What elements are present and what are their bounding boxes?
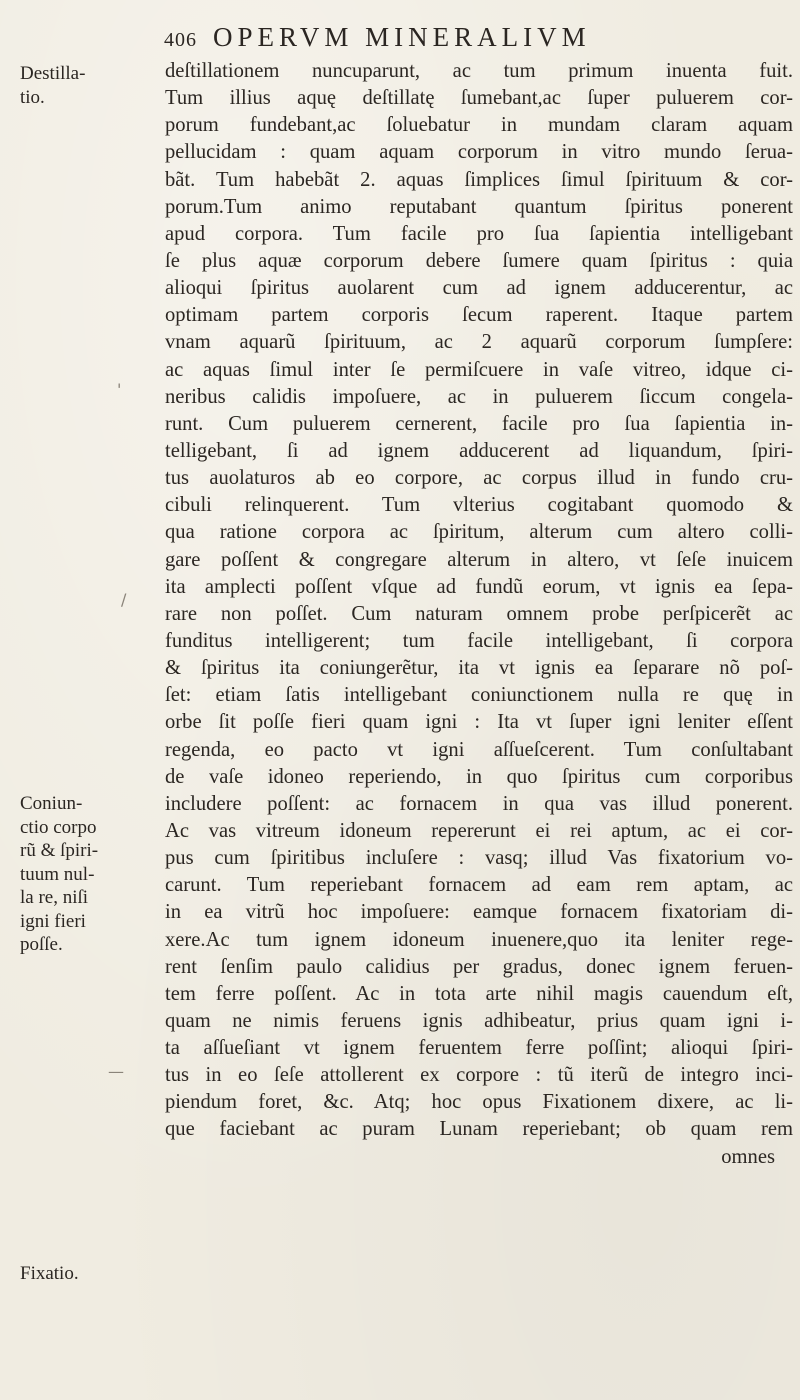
- text-line: runt. Cum puluerem cernerent, facile pro ſua ſapientia in-: [165, 412, 793, 435]
- text-line: funditus intelligerent; tum facile intelligebant, ſi corpora: [165, 629, 793, 652]
- text-line: includere poſſent: ac fornacem in qua vas illud ponerent.: [165, 792, 793, 815]
- margin-note-line: poſſe.: [20, 934, 63, 955]
- text-line: regenda, eo pacto vt igni aſſueſcerent. Tum conſultabant: [165, 738, 793, 761]
- text-line: gare poſſent & congregare alterum in altero, vt ſeſe inuicem: [165, 548, 793, 571]
- stray-mark: —: [108, 1062, 124, 1081]
- text-line: quam ne nimis feruens ignis adhibeatur, prius quam igni i-: [165, 1009, 793, 1032]
- margin-note-line: igni fieri: [20, 910, 86, 932]
- main-text-column: [165, 58, 793, 1171]
- text-line: cibuli relinquerent. Tum vlterius cogitabant quomodo &: [165, 494, 793, 517]
- text-line: omnes: [721, 1145, 775, 1168]
- text-line: neribus calidis impoſuere, ac in puluerem ſiccum congela-: [165, 385, 793, 408]
- text-line: in ea vitrũ hoc impoſuere: eamque fornacem fixatoriam di-: [165, 901, 793, 924]
- text-line: rare non poſſet. Cum naturam omnem probe perſpicerẽt ac: [165, 602, 793, 625]
- text-line: orbe ſit poſſe fieri quam igni : Ita vt ſuper igni leniter eſſent: [165, 711, 793, 734]
- text-line: qua ratione corpora ac ſpiritum, alterum cum altero colli-: [165, 521, 793, 544]
- margin-note-line: Fixatio.: [20, 1263, 79, 1284]
- margin-note-line: tio.: [20, 86, 45, 108]
- text-line: carunt. Tum reperiebant fornacem ad eam rem aptam, ac: [165, 874, 793, 897]
- text-line: porum.Tum animo reputabant quantum ſpiritus ponerent: [165, 195, 793, 218]
- stray-mark: /: [121, 590, 127, 609]
- text-line: ac aquas ſimul inter ſe permiſcuere in vaſe vitreo, idque ci-: [165, 358, 793, 381]
- margin-note-destillatio: [20, 62, 140, 109]
- margin-note-line: Coniun-: [20, 793, 83, 814]
- text-line: pellucidam : quam aquam corporum in vitro mundo ſerua-: [165, 141, 793, 164]
- running-title: OPERVM MINERALIVM: [213, 22, 591, 52]
- text-line: ita amplecti poſſent vſque ad fundũ eorum, vt ignis ea ſepa-: [165, 575, 793, 598]
- running-head: [164, 22, 724, 56]
- margin-note-line: Destilla-: [20, 63, 86, 84]
- margin-note-line: rũ & ſpiri-: [20, 840, 99, 861]
- text-line: xere.Ac tum ignem idoneum inuenere,quo ita leniter rege-: [165, 928, 793, 951]
- margin-note-fixatio: [20, 1262, 140, 1286]
- text-line: vnam aquarũ ſpirituum, ac 2 aquarũ corporum ſumpſere:: [165, 331, 793, 354]
- text-line: de vaſe idoneo reperiendo, in quo ſpiritus cum corporibus: [165, 765, 793, 788]
- text-line: porum fundebant,ac ſoluebatur in mundam claram aquam: [165, 114, 793, 137]
- text-line: piendum foret, &c. Atq; hoc opus Fixationem dixere, ac li-: [165, 1091, 793, 1114]
- text-line: telligebant, ſi ad ignem adducerent ad liquandum, ſpiri-: [165, 439, 793, 462]
- text-line: optimam partem corporis ſecum raperent. Itaque partem: [165, 304, 793, 327]
- text-line: deſtillationem nuncuparunt, ac tum primum inuenta fuit.: [165, 60, 793, 82]
- margin-note-line: tuum nul-: [20, 863, 95, 885]
- text-line: tem ferre poſſent. Ac in tota arte nihil magis cauendum eſt,: [165, 982, 793, 1005]
- text-line: Ac vas vitreum idoneum repererunt ei rei aptum, ac ei cor-: [165, 819, 793, 842]
- text-line: Tum illius aquę deſtillatę ſumebant,ac ſuper puluerem cor-: [165, 87, 793, 110]
- text-line: bãt. Tum habebãt 2. aquas ſimplices ſimul ſpirituum & cor-: [165, 168, 793, 191]
- text-line: pus cum ſpiritibus incluſere : vasq; illud Vas fixatorium vo-: [165, 847, 793, 870]
- page-number: 406: [164, 29, 197, 51]
- text-line: apud corpora. Tum facile pro ſua ſapientia intelligebant: [165, 222, 793, 245]
- text-line: tus auolaturos ab eo corpore, ac corpus illud in fundo cru-: [165, 467, 793, 490]
- text-line: tus in eo ſeſe attollerent ex corpore : tũ iterũ de integro inci-: [165, 1064, 793, 1087]
- stray-mark: ': [117, 380, 122, 399]
- text-line: ſe plus aquæ corporum debere ſumere quam ſpiritus : quia: [165, 249, 793, 272]
- text-line: alioqui ſpiritus auolarent cum ad ignem adducerentur, ac: [165, 277, 793, 300]
- text-line: & ſpiritus ita coniungerẽtur, ita vt ignis ea ſeparare nõ poſ-: [165, 657, 793, 680]
- text-line: rent ſenſim paulo calidius per gradus, donec ignem feruen-: [165, 955, 793, 978]
- text-line: ta aſſueſiant vt ignem feruentem ferre poſſint; alioqui ſpiri-: [165, 1037, 793, 1060]
- margin-note-line: ctio corpo: [20, 816, 97, 838]
- text-line: ſet: etiam ſatis intelligebant coniunctionem nulla re quę in: [165, 684, 793, 707]
- margin-note-coniunctio: [20, 792, 140, 957]
- text-line: que faciebant ac puram Lunam reperiebant; ob quam rem: [165, 1118, 793, 1141]
- margin-note-line: la re, niſi: [20, 887, 89, 908]
